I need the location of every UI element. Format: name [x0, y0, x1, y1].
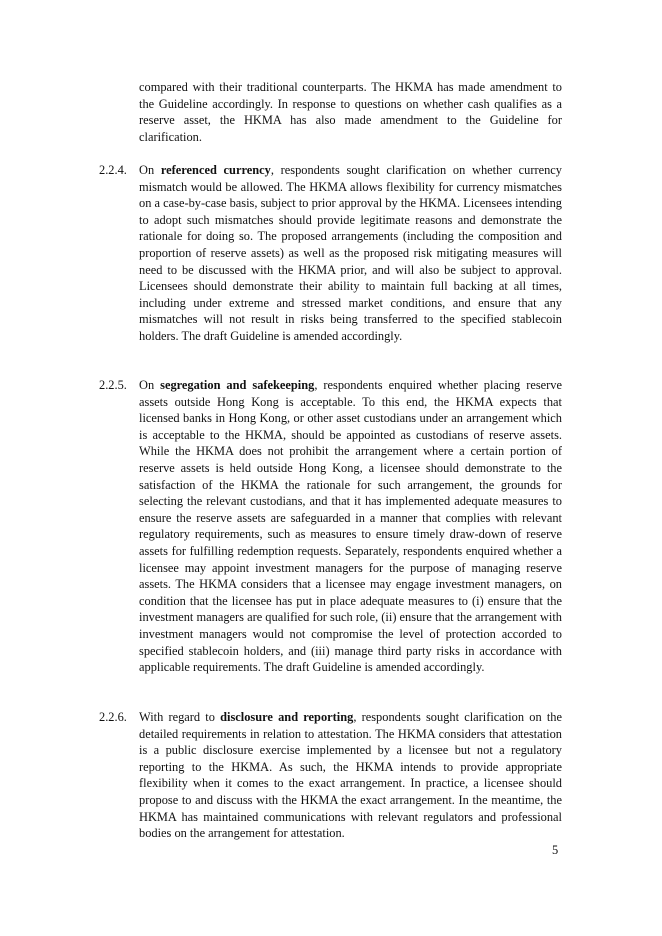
intro-paragraph: [99, 79, 562, 145]
section-number: 2.2.4.: [99, 163, 127, 177]
section-body: , respondents sought clarification on whether currency mismatch would be allowed. The HKMA allows flexibility for currency mismatches on a case-by-case basis, subject to prior approval by the HKMA. Licensees intending to adopt such mismatches should provide legitimate reasons and demonstrate the rationale for doing so. The proposed arrangements (including the composition and proportion of reserve assets) as well as the proposed risk mitigating measures will need to be discussed with the HKMA prior, and will also be subject to approval. Licensees should demonstrate their ability to maintain full backing at all times, including under extreme and stressed market conditions, and ensure that any mismatches will not result in risks being transferred to the specified stablecoin holders. The draft Guideline is amended accordingly.: [139, 163, 562, 343]
section-body: , respondents sought clarification on the detailed requirements in relation to attestation. The HKMA considers that attestation is a public disclosure exercise implemented by a licensee but not a regulatory reporting to the HKMA. As such, the HKMA intends to provide appropriate flexibility when it comes to the exact arrangement. In practice, a licensee should propose to and discuss with the HKMA the exact arrangement. In the meantime, the HKMA has maintained communications with relevant regulators and professional bodies on the arrangement for attestation.: [139, 710, 562, 841]
section-text: [139, 709, 562, 842]
page-number: 5: [552, 843, 559, 857]
section-body: , respondents enquired whether placing reserve assets outside Hong Kong is acceptable. To this end, the HKMA expects that licensed banks in Hong Kong, or other asset custodians under an arrangement which is acceptable to the HKMA, should be appointed as custodians of reserve assets. While the HKMA does not prohibit the arrangement where a certain portion of reserve assets is held outside Hong Kong, a licensee should demonstrate to the satisfaction of the HKMA the rationale for such arrangement, the grounds for selecting the relevant custodians, and that it has implemented adequate measures to ensure the reserve assets are safeguarded in a manner that complies with relevant regulatory requirements, such as measures to ensure timely draw-down of reserve assets for fulfilling redemption requests. Separately, respondents enquired whether a licensee may appoint investment managers for the purpose of managing reserve assets. The HKMA considers that a licensee may engage investment managers, on condition that the licensee has put in place adequate measures to (i) ensure that the investment managers are qualified for such role, (ii) ensure that the arrangement with investment managers would not compromise the level of protection accorded to specified stablecoin holders, and (iii) manage third party risks in accordance with applicable requirements. The draft Guideline is amended accordingly.: [139, 378, 562, 675]
section-number: 2.2.5.: [99, 378, 127, 392]
section-2-2-5: [99, 377, 562, 676]
intro-paragraph-text: compared with their traditional counterparts. The HKMA has made amendment to the Guideline accordingly. In response to questions on whether cash qualifies as a reserve asset, the HKMA has also made amendment to the Guideline for clarification.: [139, 80, 562, 144]
section-bold-term: referenced currency: [160, 163, 271, 177]
section-text: [139, 377, 562, 676]
section-number: 2.2.6.: [99, 710, 127, 724]
section-lead: On: [139, 163, 161, 177]
section-lead: On: [139, 378, 161, 392]
section-text: [139, 162, 562, 345]
section-2-2-4: [99, 162, 562, 345]
section-bold-term: segregation and safekeeping: [160, 378, 315, 392]
section-bold-term: disclosure and reporting: [220, 710, 354, 724]
section-2-2-6: [99, 709, 562, 842]
section-lead: With regard to: [139, 710, 221, 724]
